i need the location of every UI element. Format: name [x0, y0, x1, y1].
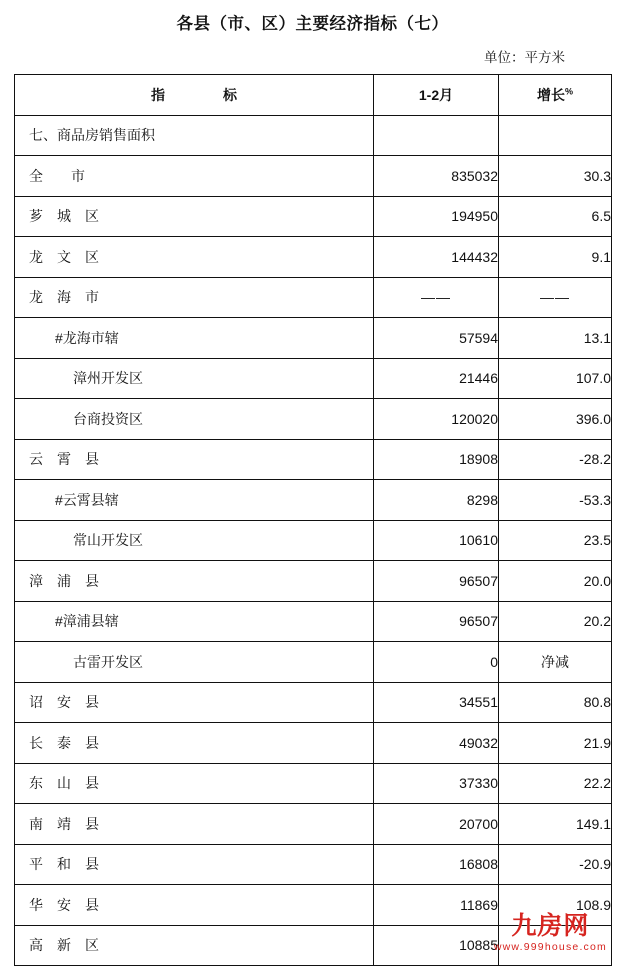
row-label: 芗 城 区 — [15, 196, 374, 237]
table-row — [15, 561, 612, 602]
table-row — [15, 885, 612, 926]
table-body — [15, 115, 612, 966]
row-label: 高 新 区 — [15, 925, 374, 966]
row-value: 37330 — [374, 763, 499, 804]
row-value: 57594 — [374, 318, 499, 359]
row-value: 10610 — [374, 520, 499, 561]
row-label: #云霄县辖 — [15, 480, 374, 521]
row-value: 11869 — [374, 885, 499, 926]
row-growth: -20.9 — [499, 844, 612, 885]
row-label: 东 山 县 — [15, 763, 374, 804]
row-label: 古雷开发区 — [15, 642, 374, 683]
row-growth: 20.0 — [499, 561, 612, 602]
row-value: 18908 — [374, 439, 499, 480]
row-value: 835032 — [374, 156, 499, 197]
table-row — [15, 115, 612, 156]
row-value: 21446 — [374, 358, 499, 399]
column-header-indicator: 指 标 — [15, 75, 374, 116]
row-growth: 22.2 — [499, 763, 612, 804]
row-label: 全 市 — [15, 156, 374, 197]
row-label: 龙 文 区 — [15, 237, 374, 278]
row-value: 20700 — [374, 804, 499, 845]
row-growth: 净减 — [499, 642, 612, 683]
row-growth: 30.3 — [499, 156, 612, 197]
row-label: 华 安 县 — [15, 885, 374, 926]
table-row — [15, 682, 612, 723]
unit-note: 单位：平方米 — [484, 50, 565, 65]
table-row — [15, 399, 612, 440]
row-label: 漳州开发区 — [15, 358, 374, 399]
row-label: 漳 浦 县 — [15, 561, 374, 602]
row-growth: 80.8 — [499, 682, 612, 723]
row-label: 台商投资区 — [15, 399, 374, 440]
table-row — [15, 318, 612, 359]
row-value: 96507 — [374, 601, 499, 642]
percent-symbol: % — [564, 86, 573, 97]
row-value: 49032 — [374, 723, 499, 764]
table-row — [15, 723, 612, 764]
row-value: 0 — [374, 642, 499, 683]
table-row — [15, 844, 612, 885]
table-row — [15, 804, 612, 845]
row-growth: 9.1 — [499, 237, 612, 278]
row-label: 长 泰 县 — [15, 723, 374, 764]
row-value: 194950 — [374, 196, 499, 237]
table-header — [15, 75, 612, 116]
watermark-brand: 九房网 — [511, 912, 590, 940]
row-growth: 107.0 — [499, 358, 612, 399]
row-value: 144432 — [374, 237, 499, 278]
table-row — [15, 601, 612, 642]
row-label: #龙海市辖 — [15, 318, 374, 359]
table-row — [15, 763, 612, 804]
row-label: 七、商品房销售面积 — [15, 115, 374, 156]
column-header-growth-label: 增长 — [536, 86, 565, 103]
table-row — [15, 196, 612, 237]
table-row — [15, 277, 612, 318]
row-value: 10885 — [374, 925, 499, 966]
row-growth: 108.9 — [499, 885, 612, 926]
row-value — [374, 115, 499, 156]
row-growth: —— — [499, 277, 612, 318]
row-growth: 149.1 — [499, 804, 612, 845]
economic-indicators-table — [14, 74, 612, 966]
row-label: 平 和 县 — [15, 844, 374, 885]
row-growth: 21.9 — [499, 723, 612, 764]
row-value: 120020 — [374, 399, 499, 440]
row-growth: 23.5 — [499, 520, 612, 561]
row-growth: 13.1 — [499, 318, 612, 359]
row-label: 诏 安 县 — [15, 682, 374, 723]
column-header-growth — [499, 75, 612, 116]
row-label: 常山开发区 — [15, 520, 374, 561]
row-label: 云 霄 县 — [15, 439, 374, 480]
row-value: —— — [374, 277, 499, 318]
table-row — [15, 520, 612, 561]
row-value: 96507 — [374, 561, 499, 602]
table-row — [15, 642, 612, 683]
table-row — [15, 480, 612, 521]
table-row — [15, 358, 612, 399]
row-label: 龙 海 市 — [15, 277, 374, 318]
row-growth — [499, 925, 612, 966]
row-value: 16808 — [374, 844, 499, 885]
table-row — [15, 237, 612, 278]
row-value: 8298 — [374, 480, 499, 521]
column-header-value: 1-2月 — [374, 75, 499, 116]
table-row — [15, 439, 612, 480]
row-growth: 6.5 — [499, 196, 612, 237]
row-growth: -28.2 — [499, 439, 612, 480]
page-title: 各县（市、区）主要经济指标（七） — [176, 15, 449, 33]
row-label: 南 靖 县 — [15, 804, 374, 845]
row-label: #漳浦县辖 — [15, 601, 374, 642]
row-growth: 396.0 — [499, 399, 612, 440]
row-growth: 20.2 — [499, 601, 612, 642]
table-row — [15, 156, 612, 197]
row-value: 34551 — [374, 682, 499, 723]
row-growth — [499, 115, 612, 156]
watermark-url: www.999house.com — [493, 941, 607, 953]
row-growth: -53.3 — [499, 480, 612, 521]
table-row — [15, 925, 612, 966]
